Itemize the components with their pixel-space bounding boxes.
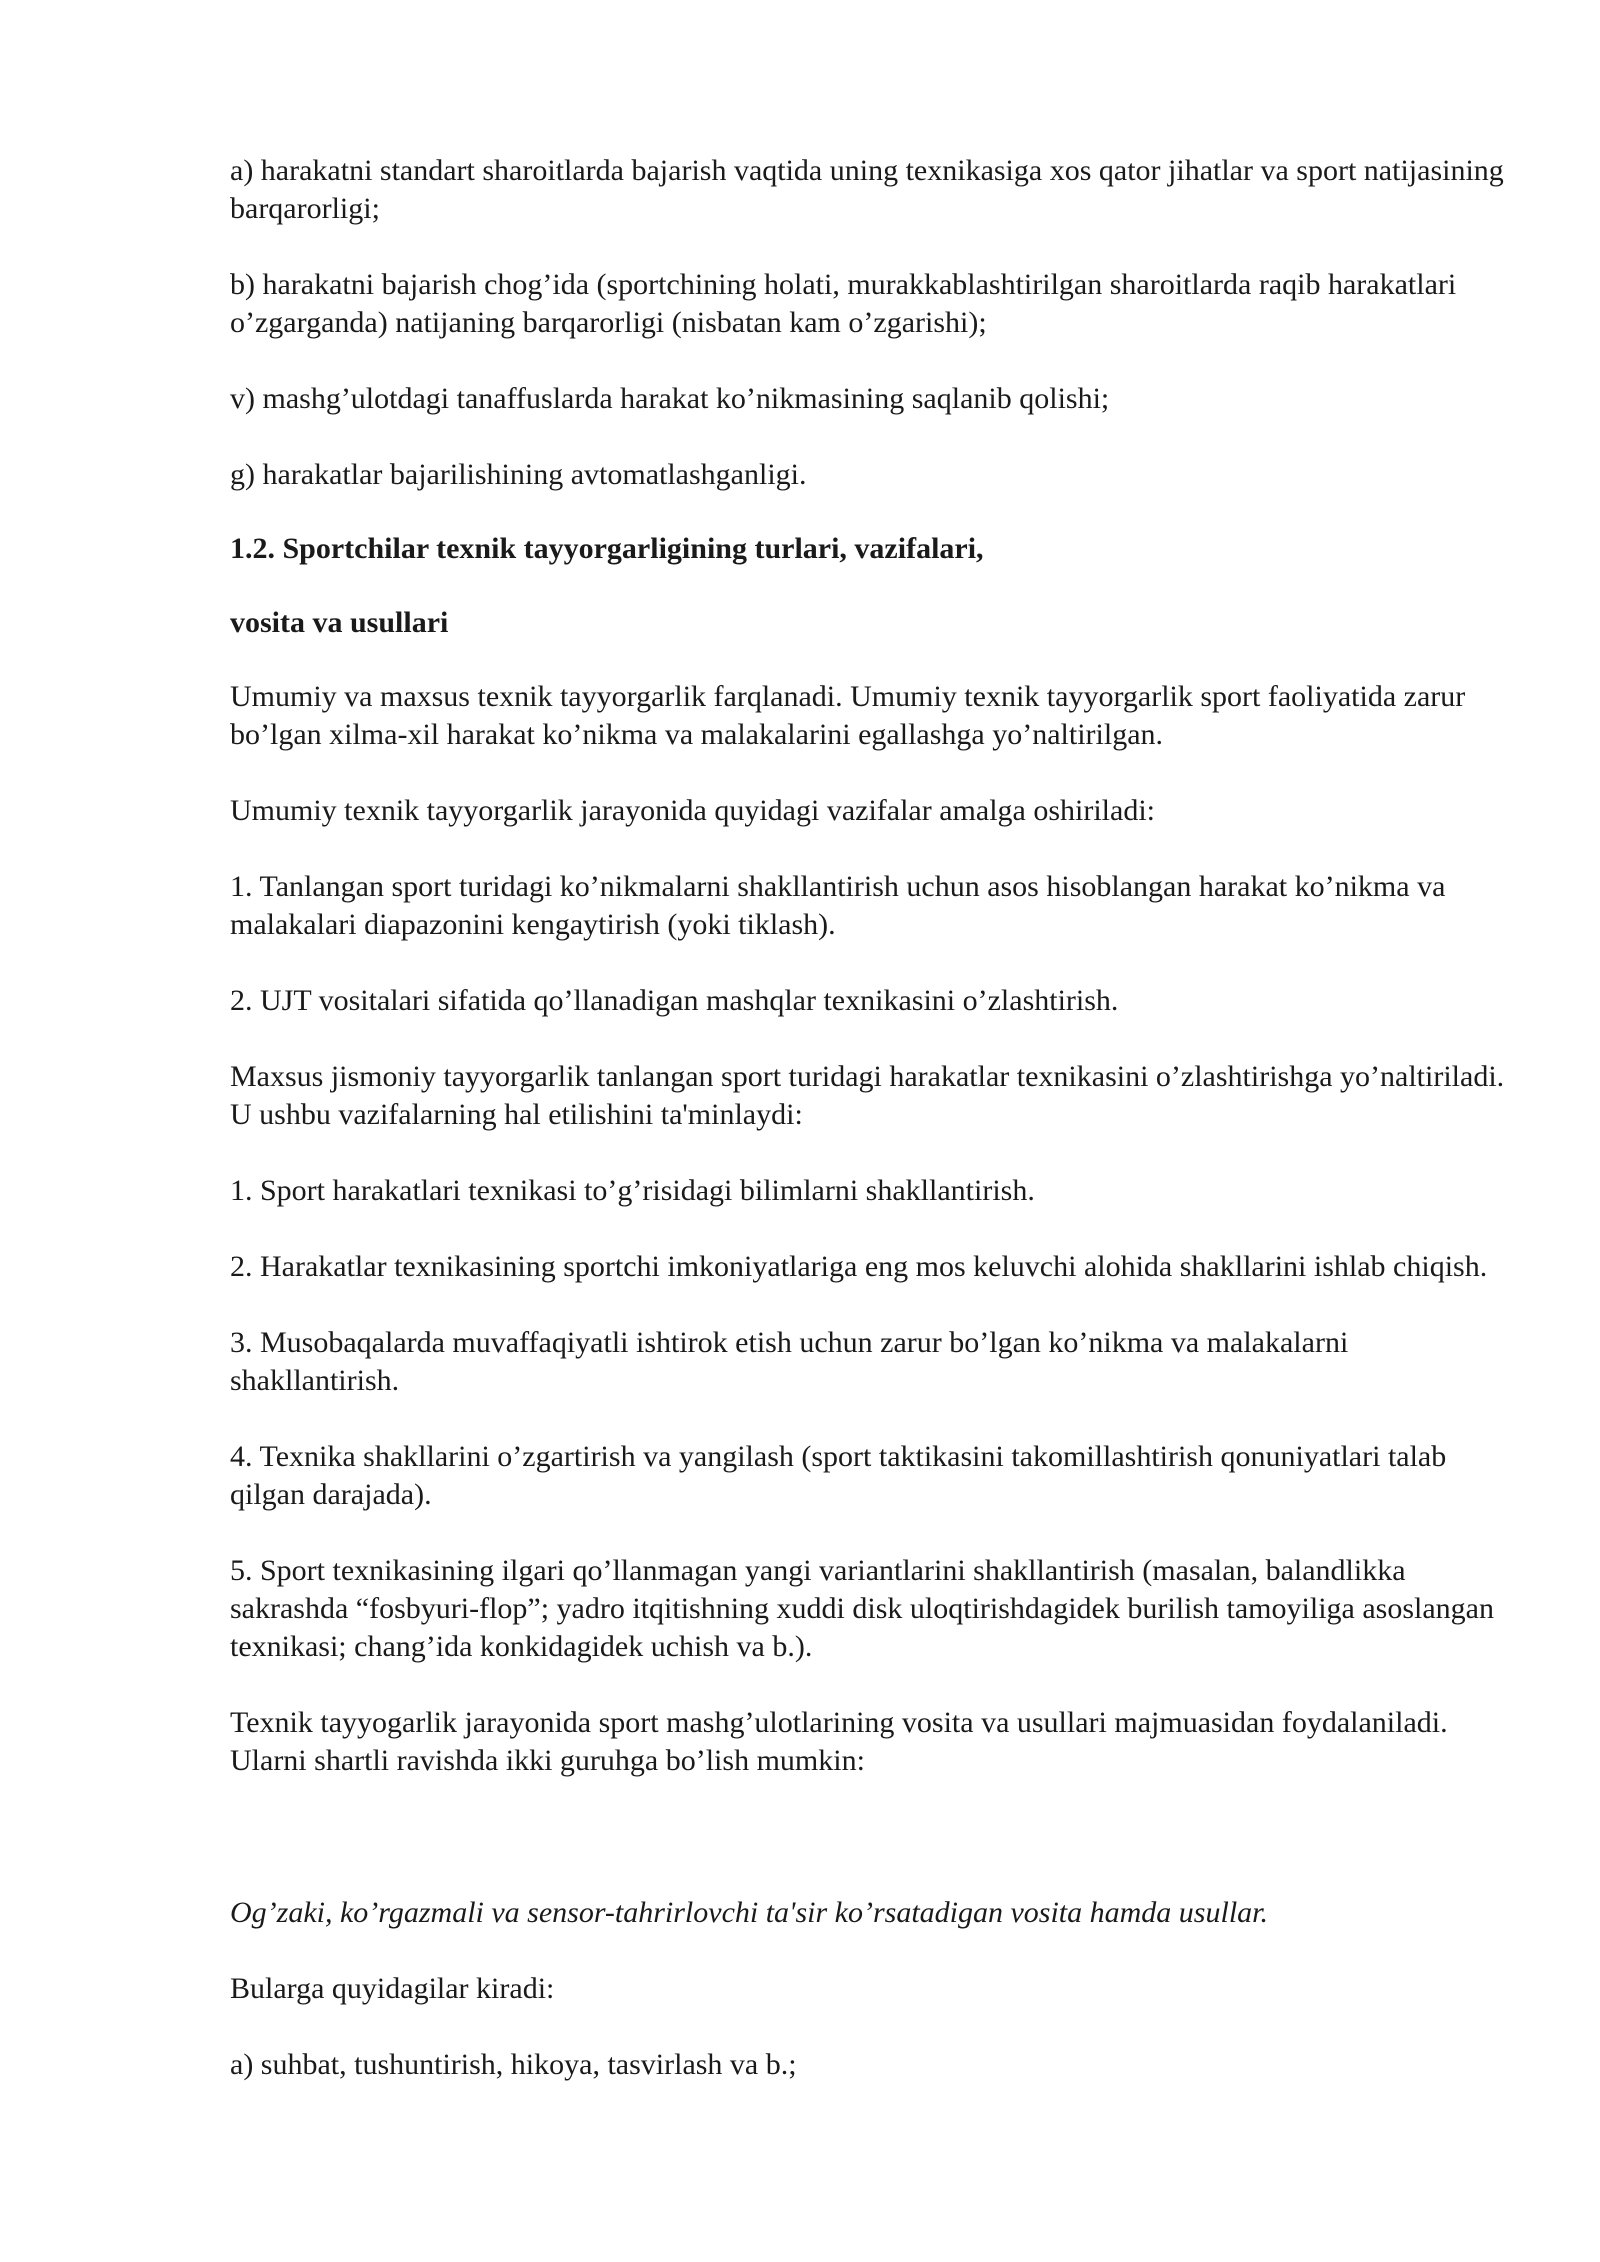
section-heading-line-1: 1.2. Sportchilar texnik tayyorgarligining turlari, vazifalari, bbox=[230, 532, 984, 565]
list-item-a: a) harakatni standart sharoitlarda bajarish vaqtida uning texnikasiga xos qator jihatlar va sport natijasining barqarorligi; bbox=[230, 154, 1504, 225]
paragraph-includes: Bularga quyidagilar kiradi: bbox=[230, 1972, 555, 2005]
list-item-v: v) mashg’ulotdagi tanaffuslarda harakat ko’nikmasining saqlanib qolishi; bbox=[230, 382, 1110, 415]
paragraph-special-preparation: Maxsus jismoniy tayyorgarlik tanlangan sport turidagi harakatlar texnikasini o’zlashtirishga yo’naltiriladi. U ushbu vazifalarning hal etilishini ta'minlaydi: bbox=[230, 1060, 1505, 1131]
special-task-5: 5. Sport texnikasining ilgari qo’llanmagan yangi variantlarini shakllantirish (masalan, balandlikka sakrashda “fosbyuri-flop”; yadro itqitishning xuddi disk uloqtirishdagidek burilish tamoyiliga asoslangan texnikasi; chang’ida konkidagidek uchish va b.). bbox=[230, 1554, 1494, 1663]
special-task-2: 2. Harakatlar texnikasining sportchi imkoniyatlariga eng mos keluvchi alohida shakllarini ishlab chiqish. bbox=[230, 1250, 1488, 1283]
special-task-4: 4. Texnika shakllarini o’zgartirish va yangilash (sport taktikasini takomillashtirish qonuniyatlari talab qilgan darajada). bbox=[230, 1440, 1447, 1511]
special-task-3: 3. Musobaqalarda muvaffaqiyatli ishtirok etish uchun zarur bo’lgan ko’nikma va malakalarni shakllantirish. bbox=[230, 1326, 1349, 1397]
paragraph-technical-preparation: Umumiy va maxsus texnik tayyorgarlik farqlanadi. Umumiy texnik tayyorgarlik sport faoliyatida zarur bo’lgan xilma-xil harakat ko’nikma va malakalarini egallashga yo’naltirilgan. bbox=[230, 680, 1466, 751]
list-item-b: b) harakatni bajarish chog’ida (sportchining holati, murakkablashtirilgan sharoitlarda raqib harakatlari o’zgarganda) natijaning barqarorligi (nisbatan kam o’zgarishi); bbox=[230, 268, 1457, 339]
general-task-2: 2. UJT vositalari sifatida qo’llanadigan mashqlar texnikasini o’zlashtirish. bbox=[230, 984, 1119, 1017]
section-heading-line-2: vosita va usullari bbox=[230, 606, 449, 639]
special-task-1: 1. Sport harakatlari texnikasi to’g’risidagi bilimlarni shakllantirish. bbox=[230, 1174, 1035, 1207]
paragraph-general-tasks-intro: Umumiy texnik tayyorgarlik jarayonida quyidagi vazifalar amalga oshiriladi: bbox=[230, 794, 1156, 827]
list-item-final-a: a) suhbat, tushuntirish, hikoya, tasvirlash va b.; bbox=[230, 2048, 797, 2081]
blank-space bbox=[230, 1818, 1520, 1894]
document-body bbox=[230, 152, 1520, 2122]
paragraph-means-and-methods: Texnik tayyogarlik jarayonida sport mashg’ulotlarining vosita va usullari majmuasidan foydalaniladi. Ularni shartli ravishda ikki guruhga bo’lish mumkin: bbox=[230, 1706, 1448, 1777]
general-task-1: 1. Tanlangan sport turidagi ko’nikmalarni shakllantirish uchun asos hisoblangan harakat ko’nikma va malakalari diapazonini kengaytirish (yoki tiklash). bbox=[230, 870, 1446, 941]
list-item-g: g) harakatlar bajarilishining avtomatlashganligi. bbox=[230, 458, 807, 491]
italic-subheading: Og’zaki, ko’rgazmali va sensor-tahrirlovchi ta'sir ko’rsatadigan vosita hamda usullar. bbox=[230, 1896, 1269, 1929]
